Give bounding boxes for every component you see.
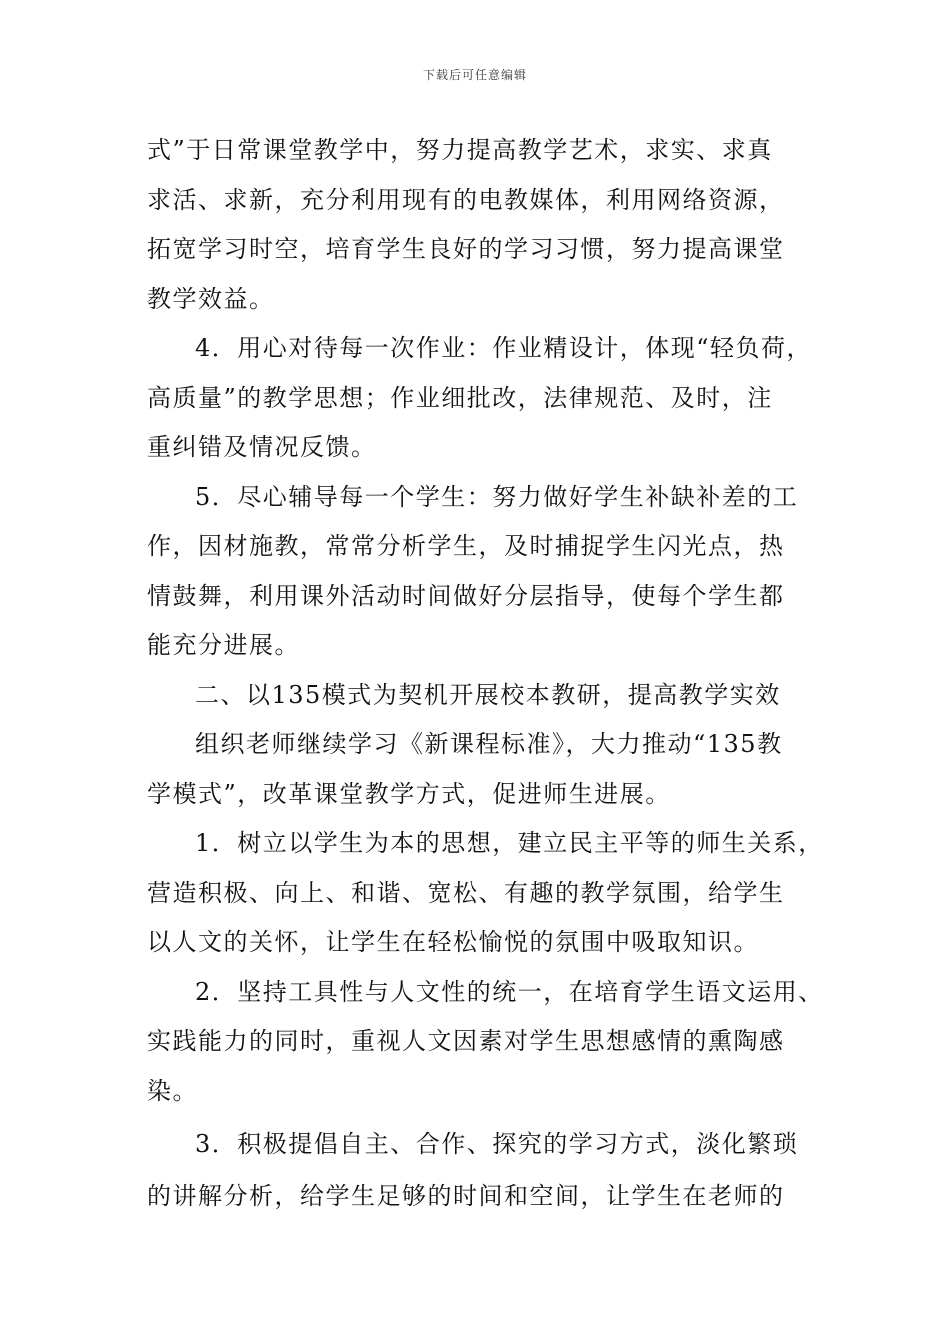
text-line: 营造积极、向上、和谐、宽松、有趣的教学氛围，给学生 (147, 878, 785, 907)
text-line: 拓宽学习时空，培育学生良好的学习习惯，努力提高课堂 (147, 235, 785, 263)
text-line: 以人文的关怀，让学生在轻松愉悦的氛围中吸取知识。 (147, 928, 759, 956)
text-line: 求活、求新，充分利用现有的电教媒体，利用网络资源， (147, 185, 785, 214)
text-line: 5．尽心辅导每一个学生：努力做好学生补缺补差的工 (195, 482, 799, 511)
section-heading: 二、以135模式为契机开展校本教研，提高教学实效 (195, 680, 781, 709)
text-line: 作，因材施教，常常分析学生，及时捕捉学生闪光点，热 (147, 532, 785, 560)
text-line: 实践能力的同时，重视人文因素对学生思想感情的熏陶感 (147, 1027, 785, 1055)
text-line: 学模式”，改革课堂教学方式，促进师生进展。 (147, 779, 671, 808)
text-line: 1．树立以学生为本的思想，建立民主平等的师生关系， (195, 829, 824, 857)
text-line: 高质量”的教学思想；作业细批改，法律规范、及时，注 (147, 383, 773, 412)
document-body (147, 126, 824, 1222)
text-line: 3．积极提倡自主、合作、探究的学习方式，淡化繁琐 (195, 1130, 799, 1158)
text-line: 情鼓舞，利用课外活动时间做好分层指导，使每个学生都 (147, 581, 785, 610)
text-line: 重纠错及情况反馈。 (147, 433, 377, 461)
text-line: 4．用心对待每一次作业：作业精设计，体现“轻负荷， (195, 334, 813, 362)
text-line: 教学效益。 (147, 284, 275, 313)
text-line: 组织老师继续学习《新课程标准》，大力推动“135教 (195, 730, 783, 758)
text-line: 式”于日常课堂教学中，努力提高教学艺术，求实、求真 (147, 136, 773, 164)
text-line: 2．坚持工具性与人文性的统一，在培育学生语文运用、 (195, 977, 824, 1006)
text-line: 能充分进展。 (147, 631, 300, 659)
page-header: 下载后可任意编辑 (422, 68, 527, 82)
text-line: 的讲解分析，给学生足够的时间和空间，让学生在老师的 (147, 1182, 785, 1210)
text-line: 染。 (147, 1076, 198, 1105)
